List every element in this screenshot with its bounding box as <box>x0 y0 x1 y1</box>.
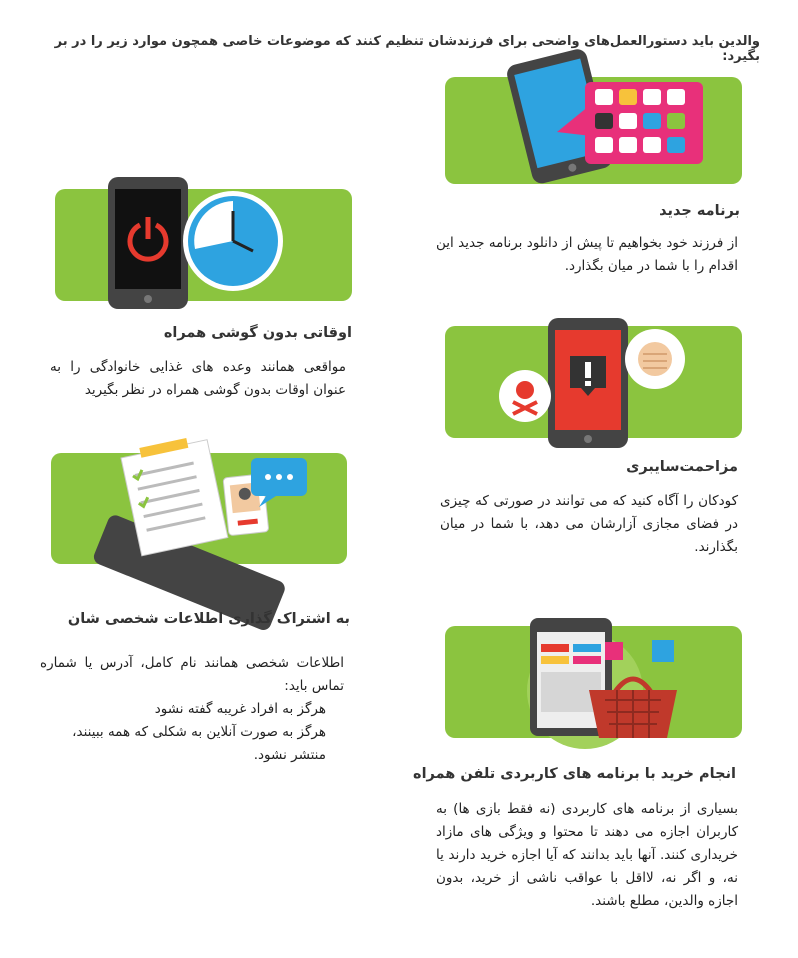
personal-info-line-3: هرگز به صورت آنلاین به شکلی که همه ببینند، منتشر نشود. <box>72 724 326 763</box>
purchase-body: بسیاری از برنامه های کاربردی (نه فقط بازی ها) به کاربران اجازه می دهند تا محتوا و ویژگی های مازاد خریداری کنند. آنها باید بدانند که آیا اجازه خرید دارند یا نه، و اگر نه، لااقل با عواقب ناشی از خرید، بدون اجازه والدین، مطلع باشند. <box>436 801 738 909</box>
intro-text: والدین باید دستورالعمل‌های واضحی برای فرزندشان تنظیم کنند که موضوعات خاصی همچون موارد زیر را در بر بگیرد: <box>54 34 760 64</box>
cyberbullying-illustration <box>445 326 742 438</box>
new-app-graphic <box>445 77 742 184</box>
cyberbullying-graphic <box>445 326 742 438</box>
personal-info-illustration <box>51 453 347 564</box>
cyberbullying-title: مزاحمت‌سایبری <box>626 459 738 475</box>
no-phone-time-graphic <box>55 189 352 301</box>
purchase-title: انجام خرید با برنامه های کاربردی تلفن همراه <box>413 766 736 782</box>
new-app-illustration <box>445 77 742 184</box>
personal-info-line-2: هرگز به افراد غریبه گفته نشود <box>154 701 326 717</box>
no-phone-time-illustration <box>55 189 352 301</box>
new-app-title: برنامه جدید <box>659 203 740 219</box>
new-app-body: از فرزند خود بخواهیم تا پیش از دانلود برنامه جدید این اقدام را با شما در میان بگذارد. <box>436 235 738 274</box>
no-phone-time-title: اوقاتی بدون گوشی همراه <box>163 325 352 341</box>
clock-icon <box>183 191 283 291</box>
personal-info-graphic <box>51 453 347 564</box>
purchase-illustration <box>445 626 742 738</box>
personal-info-body <box>40 652 344 767</box>
personal-info-title: به اشتراک گذاری اطلاعات شخصی شان <box>67 611 350 627</box>
personal-info-line-1: اطلاعات شخصی همانند نام کامل، آدرس یا شماره تماس باید: <box>40 655 344 694</box>
cyberbullying-body: کودکان را آگاه کنید که می توانند در صورتی که چیزی در فضای مجازی آزارشان می دهد، با شما در میان بگذارند. <box>440 493 738 555</box>
purchase-graphic <box>445 626 742 738</box>
no-phone-time-body: مواقعی همانند وعده های غذایی خانوادگی را به عنوان اوقات بدون گوشی همراه در نظر بگیرید <box>50 359 346 398</box>
fist-icon <box>625 329 685 389</box>
skull-icon <box>499 370 551 422</box>
